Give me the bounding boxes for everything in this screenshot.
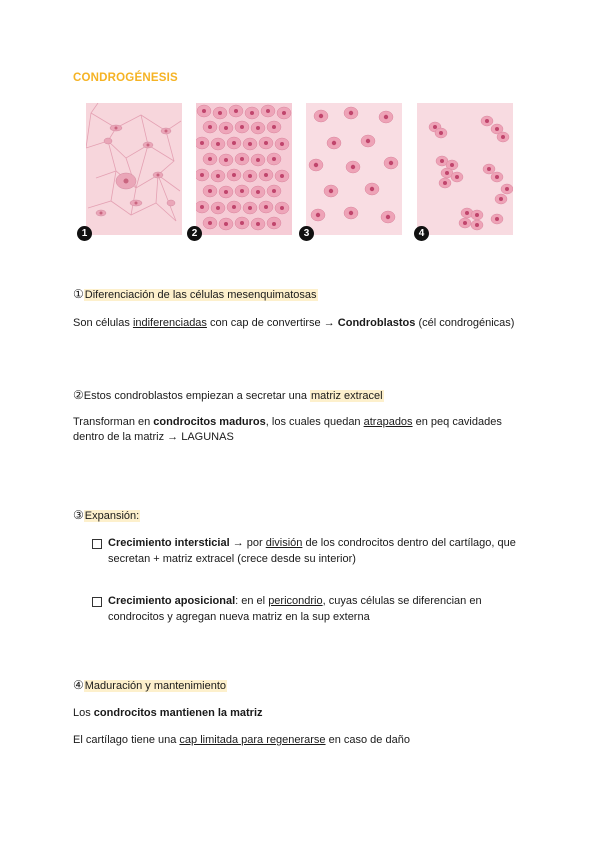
bullet-interstitial-growth — [108, 535, 528, 567]
section-4-paragraph-1 — [73, 706, 263, 721]
text-run: Transforman en — [73, 416, 154, 428]
text-run: con cap de convertirse → — [206, 317, 338, 329]
bullet-appositional-growth — [108, 593, 528, 625]
text-run: (cél condrogénicas) — [415, 317, 515, 329]
text-run: en caso de daño — [325, 734, 410, 746]
page-title: CONDROGÉNESIS — [73, 72, 178, 84]
text-run: , los cuales quedan — [265, 416, 364, 428]
section-3-heading — [73, 508, 140, 524]
section-1-paragraph — [73, 316, 514, 331]
text-run: en peq cavidades — [412, 416, 502, 428]
text-run-underlined: pericondrio — [268, 595, 323, 607]
text-run: El cartílago tiene una — [73, 734, 180, 746]
text-run-underlined: cap limitada para regenerarse — [179, 734, 326, 746]
text-line: condrocitos y agregan nueva matriz en la sup externa — [108, 611, 370, 623]
panel-number-badge: 2 — [187, 226, 202, 241]
figure-panel-chondrocytes — [306, 103, 402, 235]
section-3-title: Expansión: — [84, 510, 140, 522]
section-4-paragraph-2 — [73, 733, 410, 748]
figure-panel-mesenchyme — [86, 103, 182, 235]
section-2-paragraph-line-1 — [73, 415, 502, 430]
section-2-paragraph-line-2: dentro de la matriz → LAGUNAS — [73, 431, 234, 443]
section-1-heading — [73, 287, 318, 303]
text-run-bold: Condroblastos — [337, 317, 416, 329]
text-run-bold: Crecimiento aposicional — [108, 595, 236, 607]
section-1-number: ① — [73, 287, 84, 301]
figure-panel-isogenous-groups — [417, 103, 513, 235]
text-run: → por — [229, 537, 266, 549]
section-4-number: ④ — [73, 678, 84, 692]
text-run-bold: Crecimiento intersticial — [108, 537, 230, 549]
text-run: Los — [73, 707, 94, 719]
checkbox-icon[interactable] — [92, 597, 102, 607]
text-run-bold: condrocitos maduros — [153, 416, 266, 428]
text-run-highlighted: matriz extracel — [311, 390, 383, 402]
text-run-bold: condrocitos mantienen la matriz — [93, 707, 263, 719]
panel-number-badge: 3 — [299, 226, 314, 241]
text-run: Son células — [73, 317, 133, 329]
section-4-title: Maduración y mantenimiento — [84, 680, 227, 692]
section-3-number: ③ — [73, 508, 84, 522]
checkbox-icon[interactable] — [92, 539, 102, 549]
figure-panel-condensation — [196, 103, 292, 235]
text-run-underlined: indiferenciadas — [132, 317, 207, 329]
section-1-title: Diferenciación de las células mesenquimatosas — [84, 289, 317, 301]
text-run: Estos condroblastos empiezan a secretar una — [83, 390, 311, 402]
section-4-heading — [73, 678, 227, 694]
panel-number-badge: 1 — [77, 226, 92, 241]
text-run: : en el — [235, 595, 269, 607]
text-line: secretan + matriz extracel (crece desde su interior) — [108, 553, 356, 565]
text-run: de los condrocitos dentro del cartílago, que — [302, 537, 516, 549]
section-2-number: ② — [73, 388, 84, 402]
text-run-underlined: atrapados — [363, 416, 413, 428]
section-2-heading — [73, 388, 384, 404]
text-run-underlined: división — [265, 537, 303, 549]
text-run: , cuyas células se diferencian en — [322, 595, 482, 607]
panel-number-badge: 4 — [414, 226, 429, 241]
